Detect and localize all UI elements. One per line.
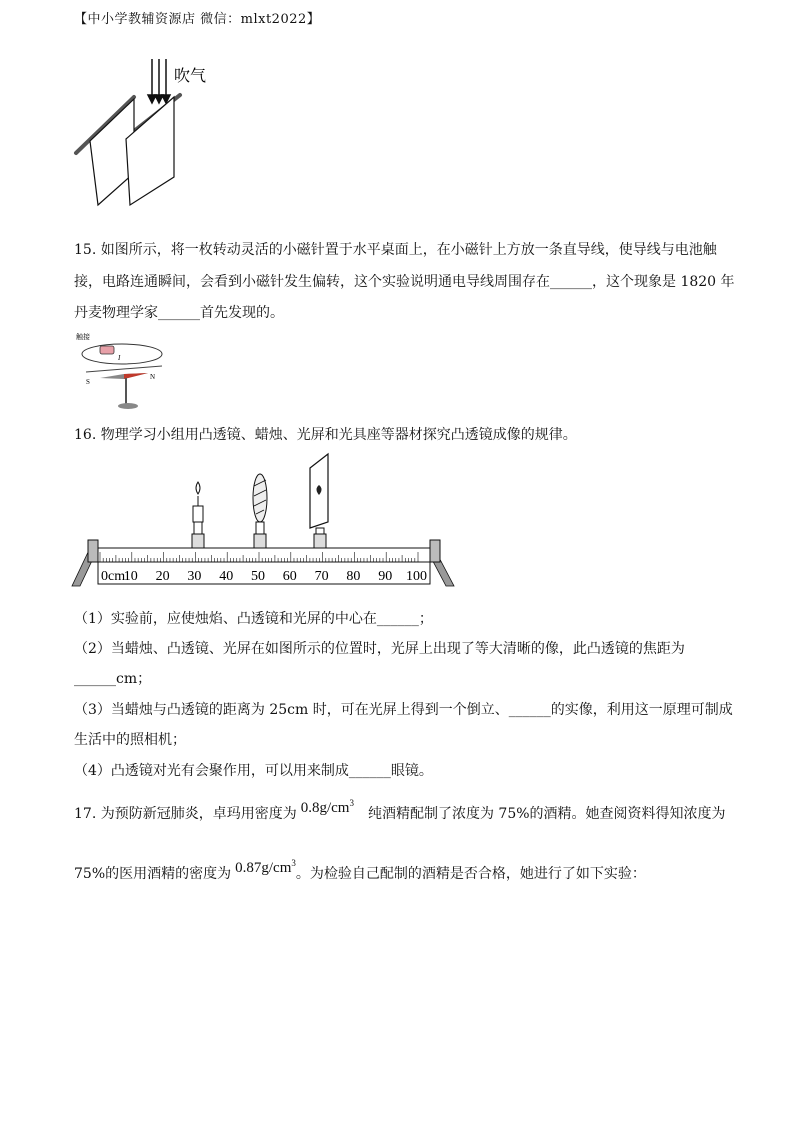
bench-tick-label: 100 (406, 569, 427, 584)
density-pure: $0.8g/cm^3$ (300, 798, 354, 816)
q17-line-2 (74, 859, 646, 884)
blow-label: 吹气 (174, 68, 207, 85)
q17-line-1-pre: 17. 为预防新冠肺炎，卓玛用密度为 (74, 806, 297, 822)
battery-icon (100, 346, 114, 354)
bench-tick-label: 50 (251, 569, 265, 584)
q16-sub-2b: ______cm； (74, 671, 152, 687)
q15-line-1: 15. 如图所示，将一枚转动灵活的小磁针置于水平桌面上，在小磁针上方放一条直导线，使导线与电池触 (74, 242, 717, 258)
q16-stem: 16. 物理学习小组用凸透镜、蜡烛、光屏和光具座等器材探究凸透镜成像的规律。 (74, 427, 577, 443)
candle (193, 506, 203, 522)
candle-flame-icon (196, 482, 200, 494)
convex-lens (253, 474, 267, 522)
q16-sub-4: （4）凸透镜对光有会聚作用，可以用来制成______眼镜。 (74, 763, 433, 779)
south-label: S (86, 378, 90, 386)
optical-bench-figure (70, 450, 460, 595)
q15-line-2: 接，电路连通瞬间，会看到小磁针发生偏转，这个实验说明通电导线周围存在______，这个现象是 1820 年 (74, 274, 735, 290)
current-label: I (118, 354, 121, 362)
bench-tick-label: 90 (378, 569, 393, 584)
page-header: 【中小学教辅资源店 微信：mlxt2022】 (74, 12, 321, 27)
bench-tick-label: 0cm (101, 569, 126, 584)
q16-sub-2a: （2）当蜡烛、凸透镜、光屏在如图所示的位置时，光屏上出现了等大清晰的像，此凸透镜的焦距为 (74, 641, 685, 657)
q16-sub-3b: 生活中的照相机； (74, 732, 186, 748)
q17-line-1-post: 纯酒精配制了浓度为 75%的酒精。她查阅资料得知浓度为 (367, 806, 726, 822)
touch-label: 触接 (76, 333, 90, 341)
bench-tick-label: 10 (123, 569, 138, 584)
bench-tick-label: 70 (314, 569, 329, 584)
oersted-figure (72, 330, 172, 412)
bench-tick-label: 30 (187, 569, 202, 584)
q17-line-2-pre: 75%的医用酒精的密度为 (74, 866, 232, 882)
north-label: N (150, 373, 156, 381)
q16-sub-1: （1）实验前，应使烛焰、凸透镜和光屏的中心在______； (74, 611, 433, 627)
density-medical: $0.87g/cm^3$ (235, 858, 296, 876)
bench-tick-label: 60 (282, 569, 297, 584)
q17-line-1 (74, 799, 726, 824)
blow-air-figure (70, 55, 230, 210)
bench-tick-label: 80 (346, 569, 361, 584)
q15-line-3: 丹麦物理学家______首先发现的。 (74, 305, 284, 321)
q16-sub-3a: （3）当蜡烛与凸透镜的距离为 25cm 时，可在光屏上得到一个倒立、______的实像，利用这一原理可制成 (74, 702, 733, 718)
bench-tick-label: 40 (219, 569, 234, 584)
bench-tick-label: 20 (155, 569, 170, 584)
q17-line-2-post: 。为检验自己配制的酒精是否合格，她进行了如下实验： (295, 866, 646, 882)
